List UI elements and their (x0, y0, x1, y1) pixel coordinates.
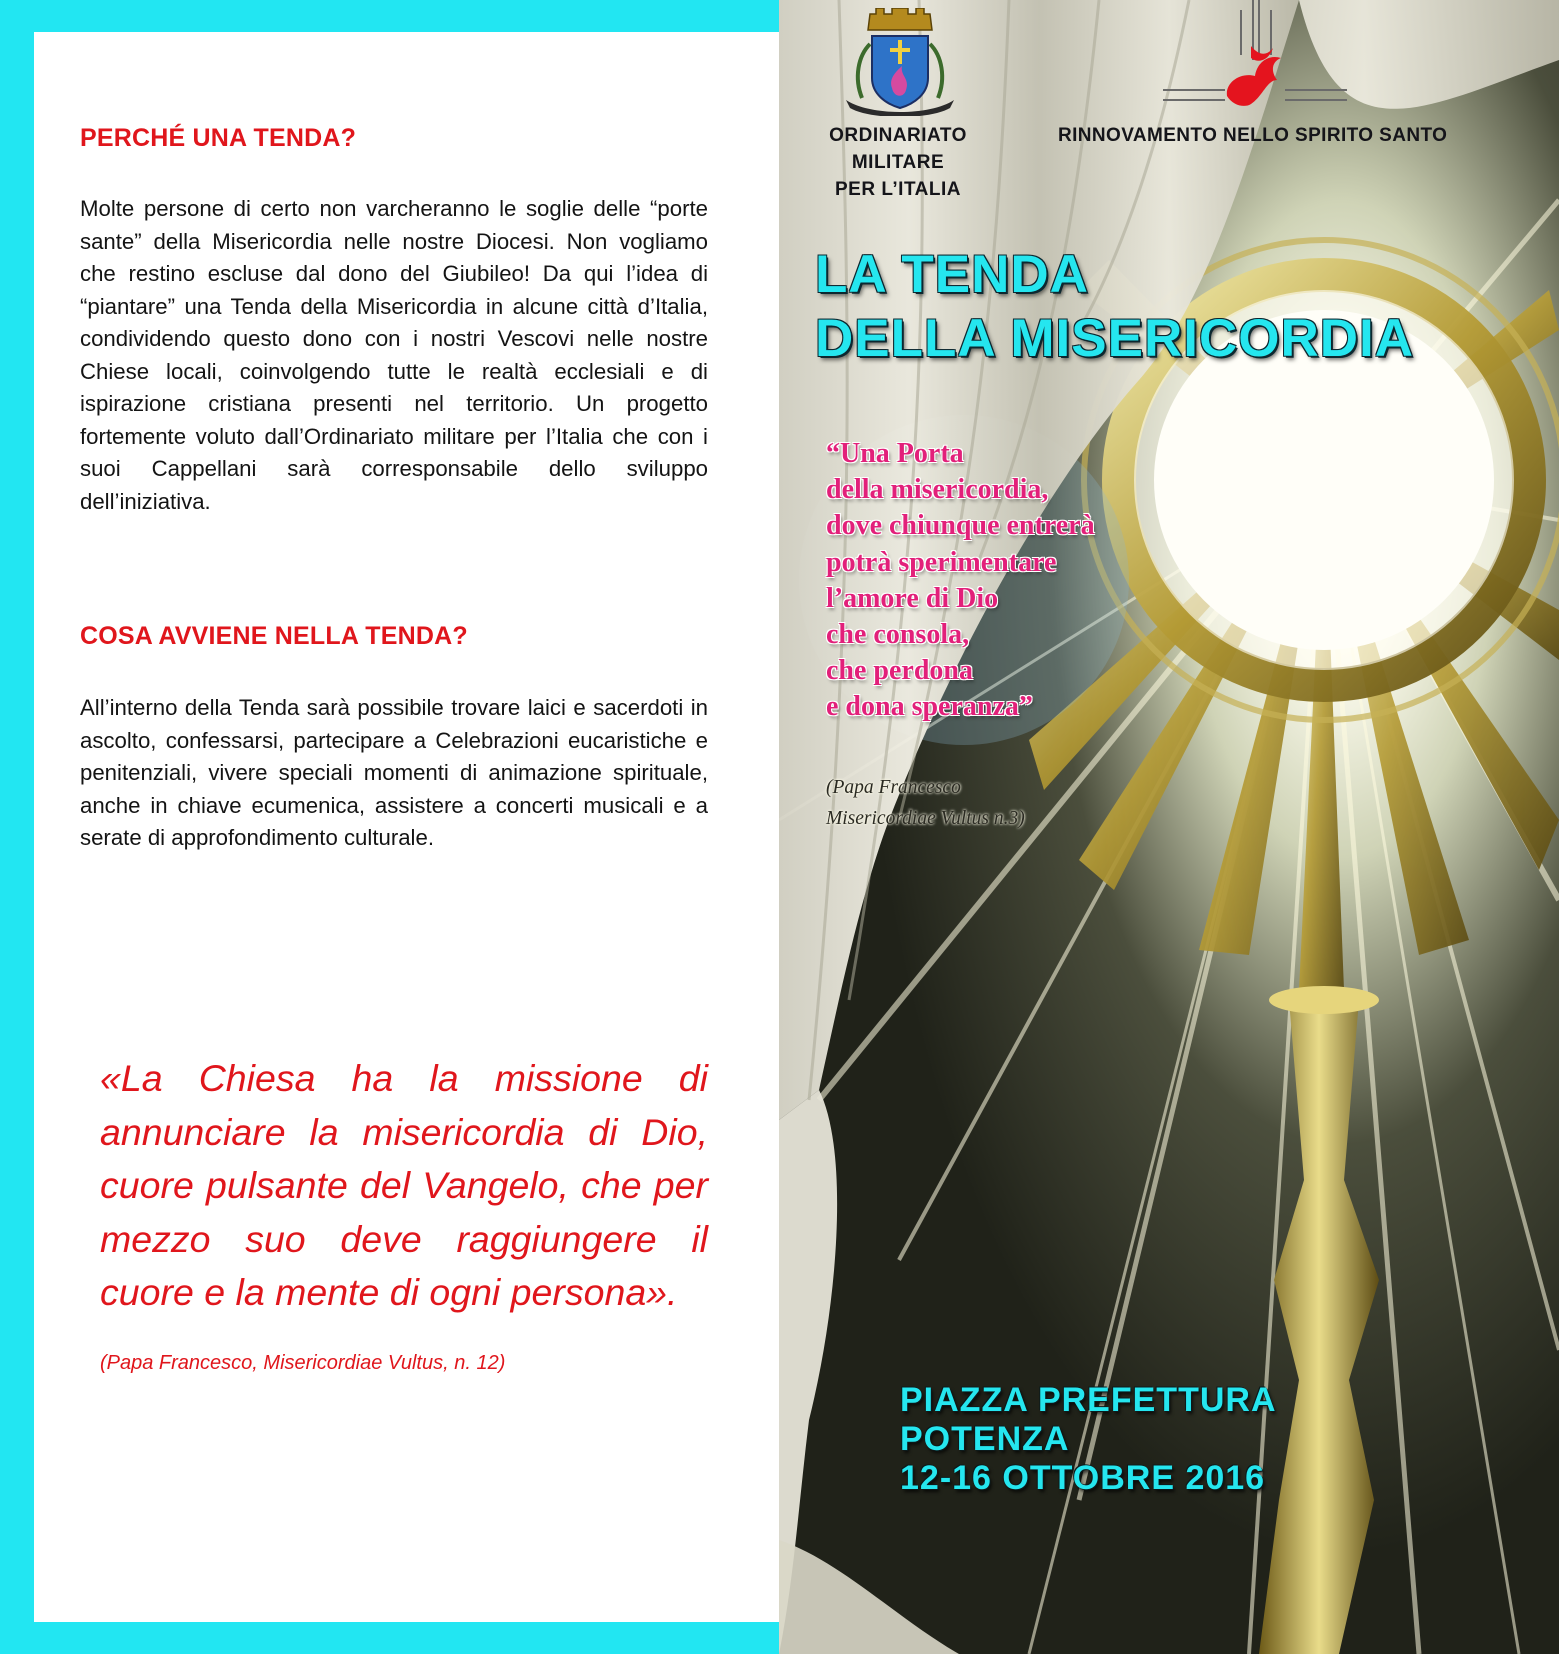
military-ordinariate-crest-icon (840, 8, 960, 116)
cover-title-line-2: DELLA MISERICORDIA (815, 309, 1415, 368)
cover-title-line-1: LA TENDA (815, 245, 1089, 304)
org-left-line-2: MILITARE (851, 152, 945, 173)
pope-quote: «La Chiesa ha la missione di annunciare la misericordia di Dio, cuore pulsante del Vangelo, che per mezzo suo deve raggiungere il cuore e la mente di ogni persona». (100, 1057, 708, 1313)
org-left-line-1: ORDINARIATO (829, 125, 967, 146)
section-paragraph-why-tent: Molte persone di certo non varcheranno le soglie delle “porte sante” della Misericordia nelle nostre Diocesi. Non vogliamo che restino escluse dal dono del Giubileo! Da qui l’idea di “piantare” una Tenda della Misericordia in alcune città d’Italia, condividendo questo dono con i nostri Vescovi nelle nostre Chiese locali, coinvolgendo tutte le realtà ecclesiali e di ispirazione cristiana presenti nel territorio. Un progetto fortemente voluto dall’Ordinariato militare per l’Italia che con i suoi Cappellani sarà corresponsabile dello sviluppo dell’iniziativa. (80, 196, 708, 514)
cover-quote-line: “Una Porta (826, 438, 964, 469)
cover-quote-line: che perdona (826, 655, 973, 687)
venue-dates: 12-16 OTTOBRE 2016 (900, 1459, 1266, 1497)
org-ordinariato (798, 122, 998, 203)
event-venue-dates (900, 1381, 1277, 1498)
section-heading-why-tent: PERCHÉ UNA TENDA? (80, 124, 357, 152)
pope-quote-citation: (Papa Francesco, Misericordiae Vultus, n. 12) (100, 1352, 506, 1374)
cover-quote (826, 436, 1095, 726)
cover-quote-line: potrà sperimentare (826, 546, 1057, 578)
section-paragraph-what-happens: All’interno della Tenda sarà possibile trovare laici e sacerdoti in ascolto, confessarsi, partecipare a Celebrazioni eucaristiche e penitenziali, vivere speciali momenti di animazione spirituale, anche in chiave ecumenica, assistere a concerti musicali e a serate di approfondimento culturale. (80, 695, 708, 850)
org-left-line-3: PER L’ITALIA (835, 179, 961, 200)
cover-quote-line: l’amore di Dio (826, 582, 999, 614)
venue-city: POTENZA (900, 1420, 1070, 1458)
cover-quote-line: della misericordia, (826, 474, 1049, 506)
section-heading-what-happens: COSA AVVIENE NELLA TENDA? (80, 622, 468, 650)
cover-quote-line: e dona speranza” (826, 691, 1033, 723)
cover-quote-line: dove chiunque entrerà (826, 510, 1095, 542)
venue-place: PIAZZA PREFETTURA (900, 1381, 1277, 1419)
rns-dove-logo-icon (1155, 0, 1355, 125)
cover-citation-line-1: (Papa Francesco (826, 777, 961, 798)
cover-quote-line: che consola, (826, 619, 970, 651)
cover-title (815, 243, 1414, 371)
org-rinnovamento: RINNOVAMENTO NELLO SPIRITO SANTO (1058, 125, 1448, 146)
cover-citation-line-2: Misericordiae Vultus n.3) (826, 808, 1025, 829)
cover-quote-citation (826, 772, 1025, 834)
